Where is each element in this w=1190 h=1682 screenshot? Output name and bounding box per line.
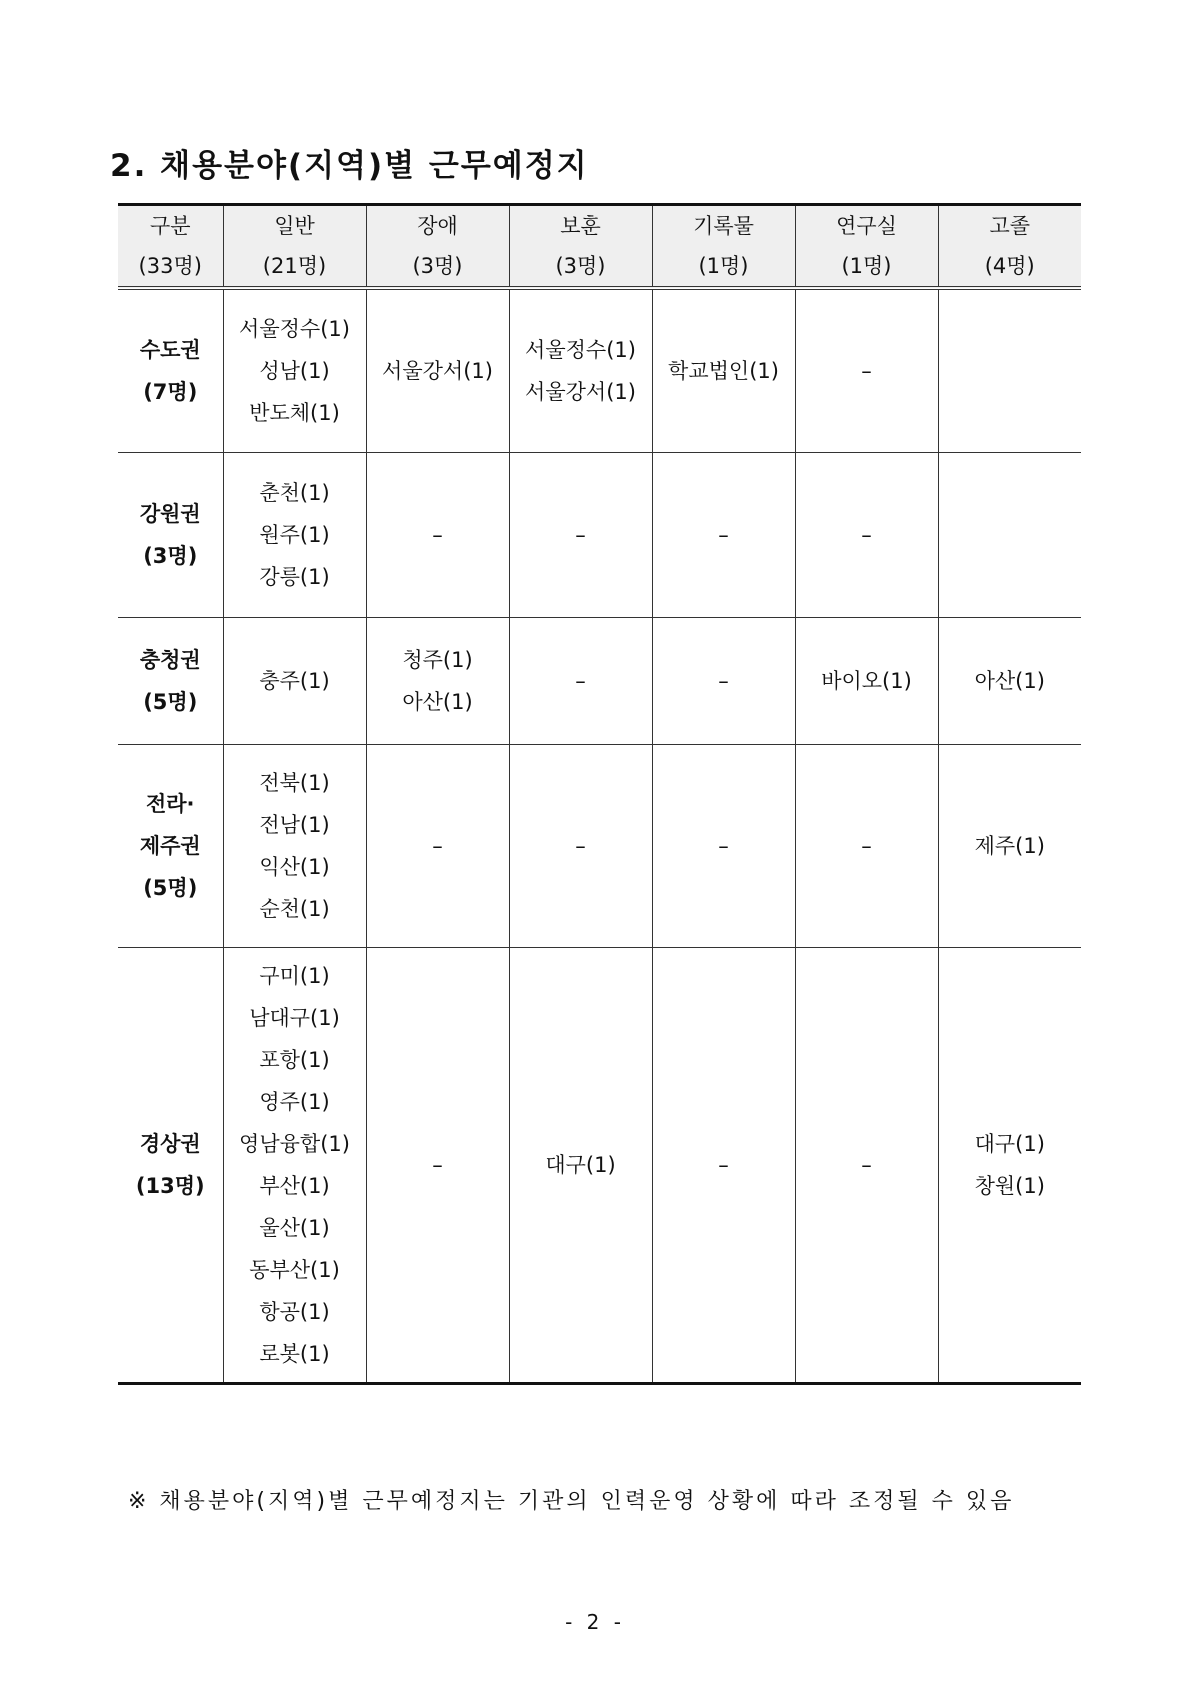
- location-cell: [938, 744, 1081, 947]
- location-entry: 제주(1): [974, 833, 1045, 858]
- column-header-count: (33명): [138, 254, 202, 278]
- location-entry: 익산(1): [259, 854, 330, 879]
- location-cell: [938, 288, 1081, 452]
- region-cell: [118, 744, 223, 947]
- location-cell: [509, 288, 652, 452]
- location-entry: 강릉(1): [259, 564, 330, 589]
- column-header: [795, 205, 938, 289]
- column-header-label: 기록물: [693, 214, 754, 238]
- table-row: [118, 288, 1081, 452]
- location-cell: [223, 744, 366, 947]
- location-entry: 청주(1): [402, 647, 473, 672]
- location-entry: –: [432, 1152, 443, 1177]
- location-cell: [652, 288, 795, 452]
- location-cell: [795, 744, 938, 947]
- location-entry: 부산(1): [259, 1173, 330, 1198]
- location-cell: [652, 452, 795, 617]
- location-cell: [795, 288, 938, 452]
- location-cell: [795, 617, 938, 744]
- location-entry: –: [718, 833, 729, 858]
- column-header-label: 일반: [274, 214, 315, 238]
- region-label: 강원권: [139, 501, 201, 526]
- location-entry: 전북(1): [259, 770, 330, 795]
- column-header-label: 구분: [149, 214, 191, 238]
- column-header: [652, 205, 795, 289]
- region-label: 충청권: [139, 647, 201, 672]
- location-entry: 대구(1): [545, 1152, 616, 1177]
- column-header-label: 연구실: [836, 214, 897, 238]
- location-cell: [366, 744, 509, 947]
- location-entry: 서울정수(1): [525, 337, 636, 362]
- location-cell: [366, 617, 509, 744]
- table-row: [118, 947, 1081, 1383]
- table-body: [118, 288, 1081, 1383]
- column-header-count: (3명): [412, 254, 463, 278]
- location-entry: 아산(1): [402, 689, 473, 714]
- location-entry: –: [432, 522, 443, 547]
- location-cell: [366, 452, 509, 617]
- location-entry: 순천(1): [259, 896, 330, 921]
- location-entry: 포항(1): [259, 1047, 330, 1072]
- location-cell: [652, 744, 795, 947]
- location-cell: [223, 288, 366, 452]
- location-entry: –: [718, 522, 729, 547]
- column-header-count: (4명): [984, 254, 1035, 278]
- table-row: [118, 744, 1081, 947]
- location-cell: [509, 617, 652, 744]
- location-entry: 서울강서(1): [525, 379, 636, 404]
- location-entry: –: [861, 1152, 872, 1177]
- region-cell: [118, 947, 223, 1383]
- region-label: 전라·: [145, 791, 195, 816]
- location-entry: 울산(1): [259, 1215, 330, 1240]
- column-header: [509, 205, 652, 289]
- region-cell: [118, 288, 223, 452]
- column-header-count: (1명): [841, 254, 892, 278]
- region-label: (5명): [143, 875, 198, 900]
- location-entry: –: [575, 668, 586, 693]
- region-label: (3명): [143, 543, 198, 568]
- page-number: - 2 -: [565, 1610, 625, 1634]
- location-entry: –: [718, 1152, 729, 1177]
- location-entry: 반도체(1): [249, 400, 340, 425]
- location-entry: 학교법인(1): [668, 358, 779, 383]
- location-entry: –: [575, 833, 586, 858]
- location-cell: [366, 288, 509, 452]
- location-cell: [509, 947, 652, 1383]
- region-cell: [118, 452, 223, 617]
- location-entry: 영남융합(1): [239, 1131, 350, 1156]
- location-entry: 동부산(1): [249, 1257, 340, 1282]
- column-header: [938, 205, 1081, 289]
- location-entry: 대구(1): [974, 1131, 1045, 1156]
- column-header-count: (1명): [698, 254, 749, 278]
- location-cell: [795, 947, 938, 1383]
- region-label: 수도권: [139, 337, 201, 362]
- footnote: ※ 채용분야(지역)별 근무예정지는 기관의 인력운영 상황에 따라 조정될 수 있음: [128, 1489, 1015, 1514]
- location-cell: [795, 452, 938, 617]
- column-header: [118, 205, 223, 289]
- location-entry: 구미(1): [259, 963, 330, 988]
- region-cell: [118, 617, 223, 744]
- region-label: (13명): [135, 1173, 205, 1198]
- location-cell: [652, 947, 795, 1383]
- location-cell: [223, 617, 366, 744]
- column-header-label: 고졸: [989, 214, 1031, 238]
- column-header-label: 보훈: [560, 214, 601, 238]
- location-entry: –: [432, 833, 443, 858]
- column-header: [366, 205, 509, 289]
- location-cell: [223, 947, 366, 1383]
- location-entry: –: [718, 668, 729, 693]
- location-cell: [938, 947, 1081, 1383]
- location-entry: 남대구(1): [249, 1005, 340, 1030]
- column-header-count: (21명): [262, 254, 327, 278]
- location-cell: [652, 617, 795, 744]
- location-entry: 전남(1): [259, 812, 330, 837]
- location-entry: 창원(1): [974, 1173, 1045, 1198]
- location-entry: 항공(1): [259, 1299, 330, 1324]
- location-entry: 바이오(1): [821, 668, 912, 693]
- column-header-label: 장애: [417, 214, 458, 238]
- region-label: (5명): [143, 689, 198, 714]
- work-location-table: [118, 203, 1081, 1385]
- table-row: [118, 617, 1081, 744]
- location-cell: [938, 452, 1081, 617]
- location-entry: 원주(1): [259, 522, 330, 547]
- location-entry: 로봇(1): [259, 1341, 330, 1366]
- location-entry: 서울강서(1): [382, 358, 493, 383]
- region-label: 제주권: [139, 833, 201, 858]
- column-header-count: (3명): [555, 254, 606, 278]
- location-entry: 충주(1): [259, 668, 330, 693]
- location-entry: –: [861, 358, 872, 383]
- location-entry: –: [861, 833, 872, 858]
- location-cell: [509, 452, 652, 617]
- location-entry: 성남(1): [259, 358, 330, 383]
- location-entry: 서울정수(1): [239, 316, 350, 341]
- region-label: (7명): [143, 379, 198, 404]
- page-title: 2. 채용분야(지역)별 근무예정지: [110, 148, 589, 184]
- location-entry: –: [575, 522, 586, 547]
- region-label: 경상권: [139, 1131, 201, 1156]
- column-header: [223, 205, 366, 289]
- location-cell: [223, 452, 366, 617]
- location-entry: 아산(1): [974, 668, 1045, 693]
- location-entry: –: [861, 522, 872, 547]
- table-row: [118, 452, 1081, 617]
- location-entry: 영주(1): [259, 1089, 330, 1114]
- location-cell: [938, 617, 1081, 744]
- table-header: [118, 205, 1081, 289]
- location-cell: [366, 947, 509, 1383]
- location-cell: [509, 744, 652, 947]
- header-row: [118, 205, 1081, 289]
- location-entry: 춘천(1): [259, 480, 330, 505]
